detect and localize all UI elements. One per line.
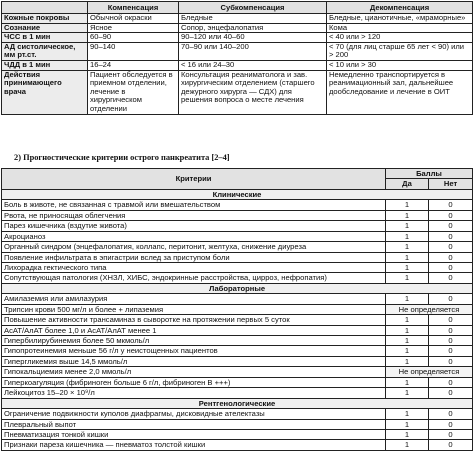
criterion-row: [2, 346, 473, 356]
yes-score: 1: [386, 315, 429, 325]
criterion-row: [2, 231, 473, 241]
row-label: ЧДД в 1 мин: [2, 60, 88, 70]
criterion-text: Трипсин крови 500 мг/л и более + липаземия: [2, 304, 386, 314]
criterion-row: [2, 221, 473, 231]
section-row: [2, 283, 473, 293]
table1-cell-c2: < 16 или 24–30: [179, 60, 327, 70]
no-score: 0: [429, 221, 473, 231]
table1-cell-c2: Консультация реаниматолога и зав. хирургическим отделением (старшего дежурного хирурга — СДХ) для решения вопроса о месте лечения: [179, 70, 327, 114]
table1-cell-c2: 70–90 или 140–200: [179, 42, 327, 60]
criterion-row: [2, 440, 473, 450]
yes-score: 1: [386, 356, 429, 366]
criterion-row: [2, 304, 473, 314]
no-score: 0: [429, 231, 473, 241]
yes-score: 1: [386, 409, 429, 419]
yes-score: 1: [386, 200, 429, 210]
emergency-status-table: [1, 1, 473, 115]
yes-header: Да: [386, 179, 429, 189]
table1-cell-c1: 16–24: [88, 60, 179, 70]
criterion-text: Пневматизация тонкой кишки: [2, 429, 386, 439]
table1-cell-c1: Ясное: [88, 23, 179, 33]
section-title: Лабораторные: [2, 283, 473, 293]
criterion-row: [2, 409, 473, 419]
table1-row: [2, 42, 473, 60]
no-score: 0: [429, 419, 473, 429]
row-label: Сознание: [2, 23, 88, 33]
criterion-text: Гипопротеинемия меньше 56 г/л у неистощенных пациентов: [2, 346, 386, 356]
criterion-text: Гипокальциемия менее 2,0 ммоль/л: [2, 367, 386, 377]
table1-cell-c3: < 70 (для лиц старше 65 лет < 90) или > 200: [327, 42, 473, 60]
row-label: АД систолическое, мм рт.ст.: [2, 42, 88, 60]
no-score: 0: [429, 252, 473, 262]
table1-row: [2, 14, 473, 24]
criterion-text: Появление инфильтрата в эпигастрии вслед за приступом боли: [2, 252, 386, 262]
no-score: 0: [429, 429, 473, 439]
table1-cell-c3: < 10 или > 30: [327, 60, 473, 70]
section-title: Рентгенологические: [2, 398, 473, 408]
table1-header-2: Субкомпенсация: [179, 2, 327, 14]
no-score: 0: [429, 409, 473, 419]
criterion-row: [2, 377, 473, 387]
no-score: 0: [429, 356, 473, 366]
criterion-text: Ограничение подвижности куполов диафрагмы, дисковидные ателектазы: [2, 409, 386, 419]
yes-score: 1: [386, 429, 429, 439]
not-determined-cell: Не определяется: [386, 367, 473, 377]
criterion-row: [2, 429, 473, 439]
section-caption: 2) Прогностические критерии острого панкреатита [2–4]: [14, 153, 230, 162]
yes-score: 1: [386, 231, 429, 241]
yes-score: 1: [386, 336, 429, 346]
criterion-text: Гиперкоагуляция (фибриноген больше 6 г/л, фибриноген B +++): [2, 377, 386, 387]
table1-cell-c2: 90–120 или 40–60: [179, 33, 327, 43]
yes-score: 1: [386, 294, 429, 304]
no-score: 0: [429, 242, 473, 252]
table1-row: [2, 33, 473, 43]
no-header: Нет: [429, 179, 473, 189]
points-header: Баллы: [386, 169, 473, 179]
criterion-text: Гипербилирубинемия более 50 мкмоль/л: [2, 336, 386, 346]
criterion-row: [2, 262, 473, 272]
criterion-text: Органный синдром (энцефалопатия, коллапс, перитонит, желтуха, снижение диуреза: [2, 242, 386, 252]
yes-score: 1: [386, 440, 429, 450]
criterion-row: [2, 367, 473, 377]
criterion-text: АсАТ/АлАТ более 1,0 и АсАТ/АлАТ менее 1: [2, 325, 386, 335]
criterion-row: [2, 273, 473, 283]
no-score: 0: [429, 315, 473, 325]
yes-score: 1: [386, 346, 429, 356]
no-score: 0: [429, 325, 473, 335]
no-score: 0: [429, 262, 473, 272]
criterion-row: [2, 388, 473, 398]
no-score: 0: [429, 336, 473, 346]
no-score: 0: [429, 346, 473, 356]
yes-score: 1: [386, 388, 429, 398]
criterion-text: Боль в животе, не связанная с травмой или вмешательством: [2, 200, 386, 210]
yes-score: 1: [386, 419, 429, 429]
row-label: Действия принимающего врача: [2, 70, 88, 114]
no-score: 0: [429, 440, 473, 450]
table1-header-row: [2, 2, 473, 14]
criterion-text: Рвота, не приносящая облегчения: [2, 210, 386, 220]
criterion-row: [2, 356, 473, 366]
yes-score: 1: [386, 210, 429, 220]
criterion-row: [2, 294, 473, 304]
section-row: [2, 189, 473, 199]
yes-score: 1: [386, 242, 429, 252]
table1-row: [2, 23, 473, 33]
table1-cell-c3: < 40 или > 120: [327, 33, 473, 43]
table1-cell-c1: Пациент обследуется в приемном отделении, лечение в хирургическом отделении: [88, 70, 179, 114]
no-score: 0: [429, 200, 473, 210]
criterion-row: [2, 252, 473, 262]
criterion-text: Сопутствующая патология (ХНЗЛ, ХИБС, эндокринные расстройства, цирроз, нефропатия): [2, 273, 386, 283]
criteria-header: Критерии: [2, 169, 386, 190]
criterion-row: [2, 419, 473, 429]
table1-cell-c1: 60–90: [88, 33, 179, 43]
yes-score: 1: [386, 377, 429, 387]
criterion-row: [2, 200, 473, 210]
pancreatitis-criteria-table: [1, 168, 473, 451]
table1-header-1: Компенсация: [88, 2, 179, 14]
table1-cell-c2: Сопор, энцефалопатия: [179, 23, 327, 33]
row-label: ЧСС в 1 мин: [2, 33, 88, 43]
criterion-row: [2, 325, 473, 335]
no-score: 0: [429, 273, 473, 283]
criterion-text: Лейкоцитоз 15–20 × 10⁹/л: [2, 388, 386, 398]
criterion-text: Амилаземия или амилазурия: [2, 294, 386, 304]
table1-cell-c1: 90–140: [88, 42, 179, 60]
table1-cell-c1: Обычной окраски: [88, 14, 179, 24]
criterion-row: [2, 242, 473, 252]
no-score: 0: [429, 294, 473, 304]
table1-cell-c3: Немедленно транспортируется в реанимационный зал, дальнейшее дообследование и лечение в ОИТ: [327, 70, 473, 114]
table1-header-3: Декомпенсация: [327, 2, 473, 14]
section-title: Клинические: [2, 189, 473, 199]
row-label: Кожные покровы: [2, 14, 88, 24]
criterion-row: [2, 315, 473, 325]
criterion-text: Парез кишечника (вздутие живота): [2, 221, 386, 231]
criterion-text: Повышение активности трансаминаз в сыворотке на протяжении первых 5 суток: [2, 315, 386, 325]
not-determined-cell: Не определяется: [386, 304, 473, 314]
criterion-text: Акроцианоз: [2, 231, 386, 241]
table1-cell-c3: Бледные, цианотичные, «мраморные»: [327, 14, 473, 24]
criterion-row: [2, 210, 473, 220]
criterion-text: Гипергликемия выше 14,5 ммоль/л: [2, 356, 386, 366]
no-score: 0: [429, 388, 473, 398]
table1-row: [2, 70, 473, 114]
table1-header-0: [2, 2, 88, 14]
no-score: 0: [429, 377, 473, 387]
criterion-text: Признаки пареза кишечника — пневматоз толстой кишки: [2, 440, 386, 450]
no-score: 0: [429, 210, 473, 220]
yes-score: 1: [386, 262, 429, 272]
table1-cell-c2: Бледные: [179, 14, 327, 24]
table1-row: [2, 60, 473, 70]
yes-score: 1: [386, 221, 429, 231]
section-row: [2, 398, 473, 408]
yes-score: 1: [386, 325, 429, 335]
yes-score: 1: [386, 273, 429, 283]
criterion-text: Лихорадка гектического типа: [2, 262, 386, 272]
table1-cell-c3: Кома: [327, 23, 473, 33]
criterion-text: Плевральный выпот: [2, 419, 386, 429]
yes-score: 1: [386, 252, 429, 262]
criterion-row: [2, 336, 473, 346]
header-row: [2, 169, 473, 179]
